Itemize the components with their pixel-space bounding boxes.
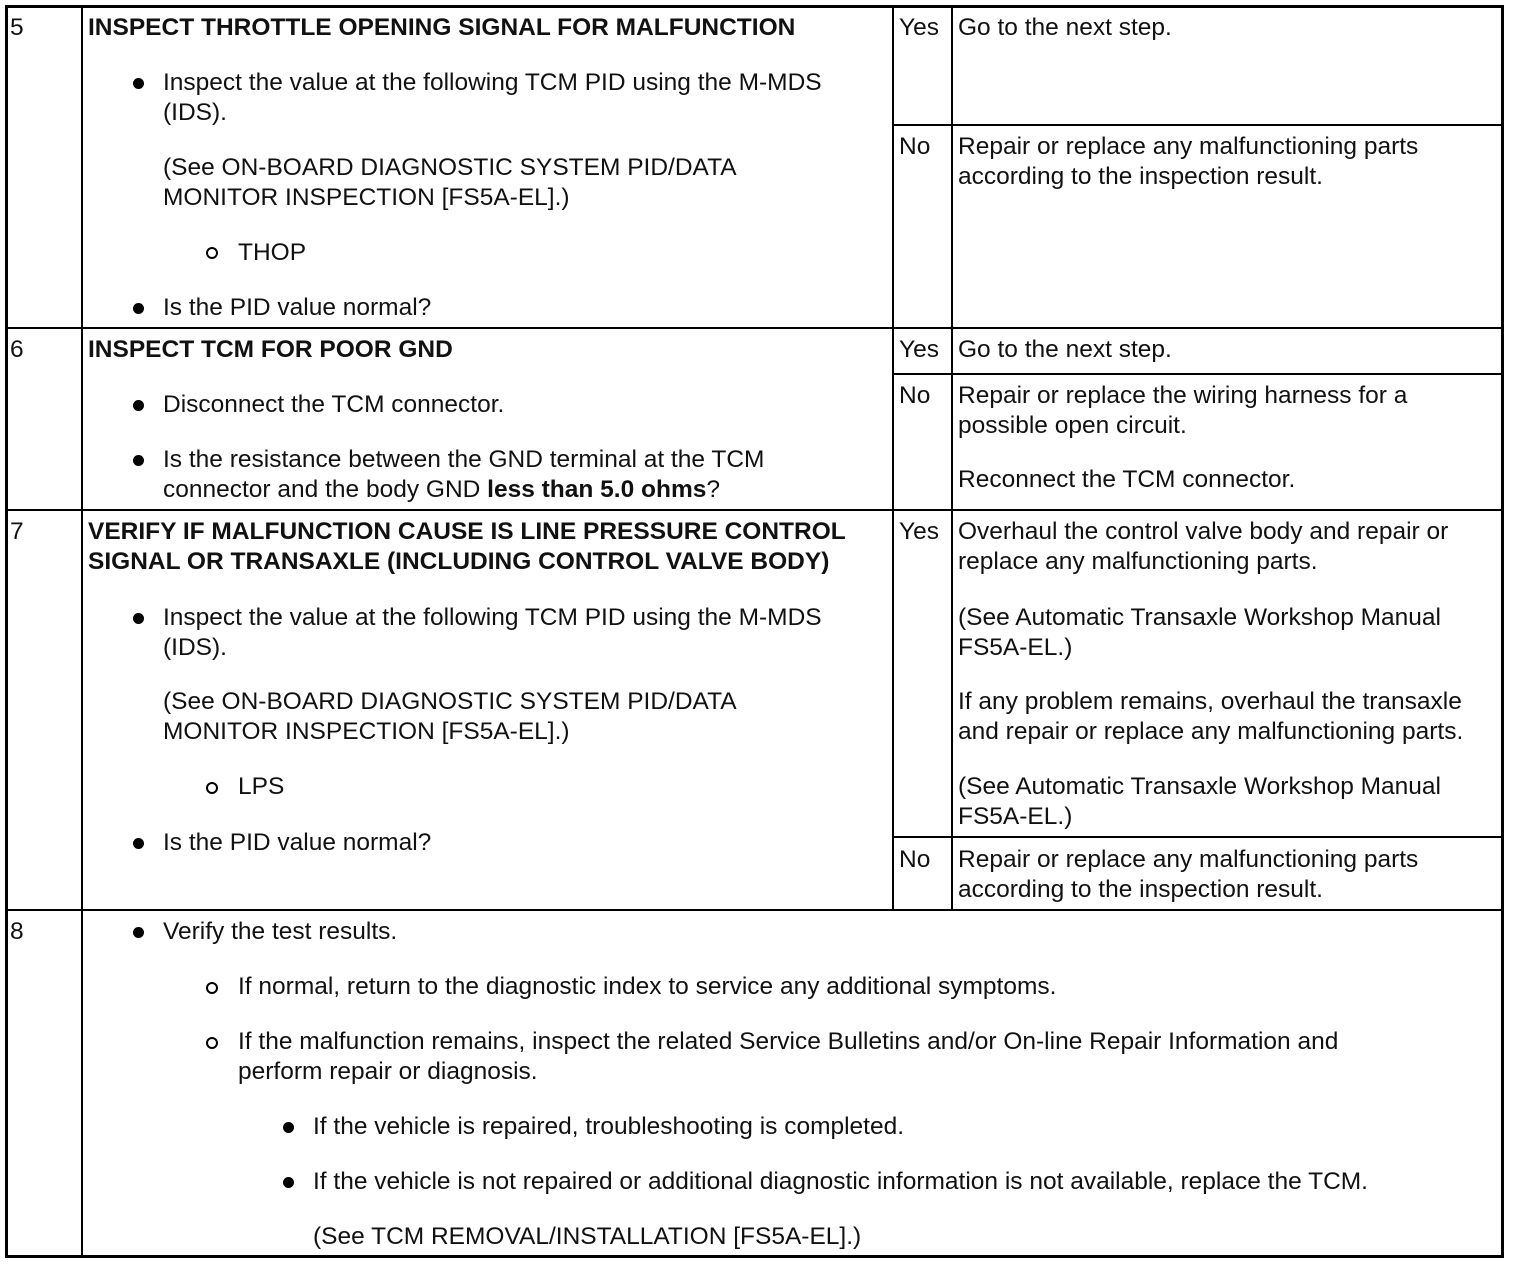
step-number: 6 — [10, 336, 24, 363]
no-action: possible open circuit. — [958, 412, 1187, 439]
no-label: No — [899, 382, 931, 409]
reference-text: (See ON-BOARD DIAGNOSTIC SYSTEM PID/DATA — [163, 688, 737, 715]
question-text: Is the resistance between the GND terminal at the TCM — [163, 446, 765, 473]
yes-label: Yes — [899, 518, 939, 545]
instruction-text: Inspect the value at the following TCM PID using the M-MDS — [163, 69, 822, 96]
bullet-icon — [133, 838, 144, 849]
reference-text: (See ON-BOARD DIAGNOSTIC SYSTEM PID/DATA — [163, 154, 737, 181]
step-number: 8 — [10, 918, 24, 945]
no-action: Reconnect the TCM connector. — [958, 466, 1296, 493]
row-divider — [6, 909, 1502, 911]
bullet-icon — [283, 1122, 294, 1133]
row-divider — [6, 327, 1502, 329]
resistance-threshold: less than 5.0 ohms — [487, 476, 707, 503]
bullet-icon — [133, 400, 144, 411]
column-divider — [81, 6, 83, 1256]
yes-no-divider — [893, 836, 1502, 838]
sub-bullet-icon — [206, 782, 218, 794]
yes-action: If any problem remains, overhaul the transaxle — [958, 688, 1462, 715]
question-text-part: ? — [706, 476, 721, 503]
reference-text: (See TCM REMOVAL/INSTALLATION [FS5A-EL].) — [313, 1223, 862, 1250]
bullet-icon — [133, 455, 144, 466]
question-text: Is the PID value normal? — [163, 294, 432, 321]
row-divider — [6, 509, 1502, 511]
yes-action: Go to the next step. — [958, 336, 1172, 363]
pid-name: LPS — [238, 773, 285, 800]
instruction-text: If the vehicle is not repaired or additional diagnostic information is not available, replace the TCM. — [313, 1168, 1368, 1195]
instruction-text: If normal, return to the diagnostic index to service any additional symptoms. — [238, 973, 1057, 1000]
bullet-icon — [133, 303, 144, 314]
instruction-text: (IDS). — [163, 99, 227, 126]
yes-action: and repair or replace any malfunctioning parts. — [958, 718, 1464, 745]
question-text-part: connector and the body GND — [163, 476, 488, 503]
instruction-text: If the malfunction remains, inspect the related Service Bulletins and/or On-line Repair Information and — [238, 1028, 1339, 1055]
column-divider — [892, 6, 894, 910]
reference-text: FS5A-EL.) — [958, 803, 1073, 830]
reference-text: (See Automatic Transaxle Workshop Manual — [958, 604, 1441, 631]
question-text: Is the PID value normal? — [163, 829, 432, 856]
no-action: Repair or replace any malfunctioning parts — [958, 846, 1419, 873]
instruction-text: Inspect the value at the following TCM PID using the M-MDS — [163, 604, 822, 631]
step-title: INSPECT TCM FOR POOR GND — [88, 336, 453, 363]
yes-action: replace any malfunctioning parts. — [958, 548, 1318, 575]
yes-action: Go to the next step. — [958, 14, 1172, 41]
yes-label: Yes — [899, 14, 939, 41]
bullet-icon — [133, 78, 144, 89]
reference-text: MONITOR INSPECTION [FS5A-EL].) — [163, 184, 570, 211]
instruction-text: If the vehicle is repaired, troubleshooting is completed. — [313, 1113, 905, 1140]
no-action: Repair or replace the wiring harness for a — [958, 382, 1408, 409]
instruction-text: perform repair or diagnosis. — [238, 1058, 538, 1085]
bullet-icon — [133, 927, 144, 938]
column-divider — [951, 6, 953, 910]
step-number: 5 — [10, 14, 24, 41]
sub-bullet-icon — [206, 982, 218, 994]
step-number: 7 — [10, 518, 24, 545]
no-action: according to the inspection result. — [958, 876, 1323, 903]
instruction-text: Verify the test results. — [163, 918, 398, 945]
yes-action: Overhaul the control valve body and repair or — [958, 518, 1449, 545]
yes-no-divider — [893, 373, 1502, 375]
bullet-icon — [283, 1177, 294, 1188]
question-text — [163, 475, 720, 505]
no-action: according to the inspection result. — [958, 163, 1323, 190]
step-title: SIGNAL OR TRANSAXLE (INCLUDING CONTROL VALVE BODY) — [88, 548, 830, 575]
pid-name: THOP — [238, 239, 307, 266]
bullet-icon — [133, 613, 144, 624]
yes-no-divider — [893, 124, 1502, 126]
sub-bullet-icon — [206, 247, 218, 259]
reference-text: MONITOR INSPECTION [FS5A-EL].) — [163, 718, 570, 745]
step-title: VERIFY IF MALFUNCTION CAUSE IS LINE PRESSURE CONTROL — [88, 518, 846, 545]
no-label: No — [899, 133, 931, 160]
reference-text: (See Automatic Transaxle Workshop Manual — [958, 773, 1441, 800]
reference-text: FS5A-EL.) — [958, 634, 1073, 661]
no-label: No — [899, 846, 931, 873]
no-action: Repair or replace any malfunctioning parts — [958, 133, 1419, 160]
step-title: INSPECT THROTTLE OPENING SIGNAL FOR MALFUNCTION — [88, 14, 796, 41]
instruction-text: Disconnect the TCM connector. — [163, 391, 505, 418]
yes-label: Yes — [899, 336, 939, 363]
instruction-text: (IDS). — [163, 634, 227, 661]
sub-bullet-icon — [206, 1037, 218, 1049]
